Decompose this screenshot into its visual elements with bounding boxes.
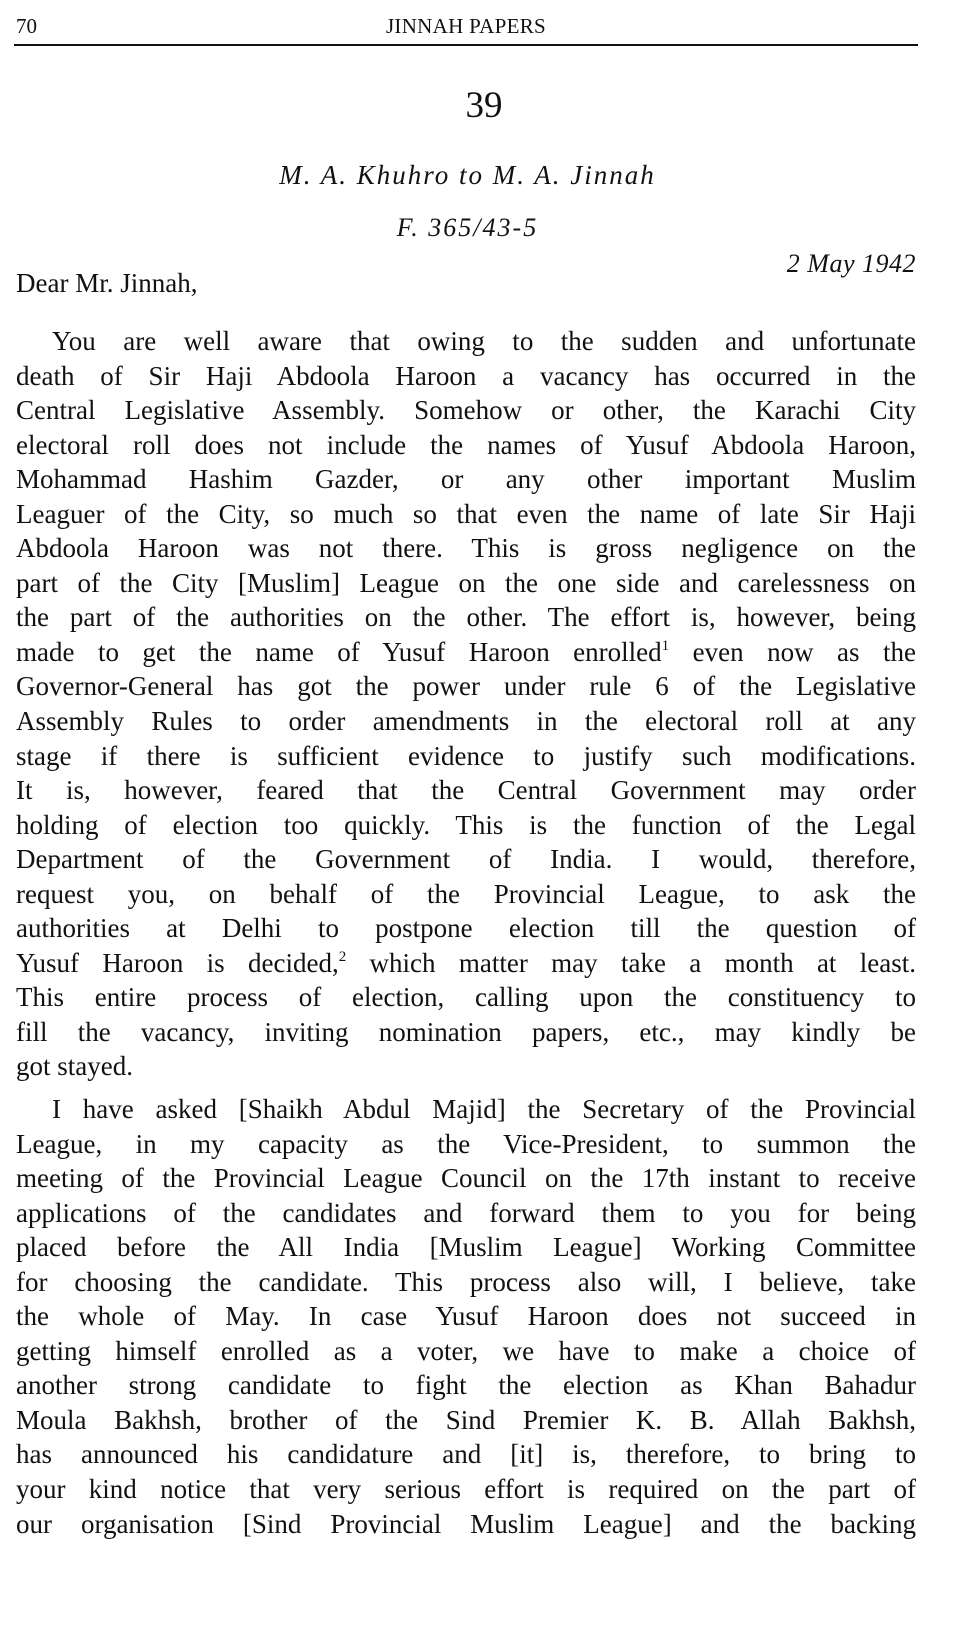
text-line: the whole of May. In case Yusuf Haroon does not succeed in	[16, 1301, 916, 1332]
text-line	[16, 946, 916, 981]
text-line: your kind notice that very serious effort is required on the part of	[16, 1474, 916, 1505]
text-line: Assembly Rules to order amendments in the electoral roll at any	[16, 706, 916, 737]
text-line: part of the City [Muslim] League on the one side and carelessness on	[16, 567, 916, 598]
text-line: This entire process of election, calling upon the constituency to	[16, 982, 916, 1013]
text-segment: even now as the	[669, 636, 917, 667]
text-line: Abdoola Haroon was not there. This is gross negligence on the	[16, 533, 916, 564]
text-line: Leaguer of the City, so much so that even the name of late Sir Haji	[16, 498, 916, 529]
text-line: getting himself enrolled as a voter, we have to make a choice of	[16, 1335, 916, 1366]
document-date: 2 May 1942	[786, 249, 916, 278]
salutation: Dear Mr. Jinnah,	[16, 268, 198, 298]
text-line: I have asked [Shaikh Abdul Majid] the Secretary of the Provincial	[52, 1094, 916, 1124]
page-number: 70	[16, 14, 37, 38]
text-line: placed before the All India [Muslim League] Working Committee	[16, 1232, 916, 1263]
text-line: Central Legislative Assembly. Somehow or other, the Karachi City	[16, 395, 916, 426]
text-line: electoral roll does not include the names of Yusuf Abdoola Haroon,	[16, 429, 916, 460]
text-line: our organisation [Sind Provincial Muslim League] and the backing	[16, 1508, 916, 1539]
text-line: got stayed.	[16, 1051, 133, 1082]
header-rule	[14, 44, 918, 46]
text-line: the part of the authorities on the other. The effort is, however, being	[16, 602, 916, 633]
body-paragraph-2	[16, 1092, 916, 1541]
text-line: has announced his candidature and [it] is, therefore, to bring to	[16, 1439, 916, 1470]
page-header	[16, 10, 916, 46]
text-line: holding of election too quickly. This is the function of the Legal	[16, 809, 916, 840]
text-line	[16, 635, 916, 670]
text-line: authorities at Delhi to postpone election till the question of	[16, 913, 916, 944]
text-line: stage if there is sufficient evidence to justify such modifications.	[16, 740, 916, 771]
body-paragraph-1	[16, 324, 916, 1084]
text-line: Governor-General has got the power under rule 6 of the Legislative	[16, 671, 916, 702]
document-number: 39	[465, 85, 503, 126]
text-line: It is, however, feared that the Central Government may order	[16, 775, 916, 806]
text-line: for choosing the candidate. This process also will, I believe, take	[16, 1266, 916, 1297]
text-line: Moula Bakhsh, brother of the Sind Premier K. B. Allah Bakhsh,	[16, 1404, 916, 1435]
document-reference: F. 365/43-5	[396, 213, 539, 242]
text-segment: which matter may take a month at least.	[346, 947, 916, 978]
running-head: JINNAH PAPERS	[385, 14, 547, 38]
text-line: Department of the Government of India. I would, therefore,	[16, 844, 916, 875]
text-line: another strong candidate to fight the election as Khan Bahadur	[16, 1370, 916, 1401]
footnote-marker-2: 2	[338, 948, 347, 965]
text-line: You are well aware that owing to the sudden and unfortunate	[52, 326, 916, 356]
footnote-marker-1: 1	[661, 637, 670, 654]
text-segment: made to get the name of Yusuf Haroon enrolled	[16, 636, 662, 667]
text-line: applications of the candidates and forward them to you for being	[16, 1197, 916, 1228]
text-line: death of Sir Haji Abdoola Haroon a vacancy has occurred in the	[16, 360, 916, 391]
document-title: M. A. Khuhro to M. A. Jinnah	[279, 160, 656, 190]
text-line: League, in my capacity as the Vice-President, to summon the	[16, 1128, 916, 1159]
text-segment: Yusuf Haroon is decided,	[16, 947, 339, 978]
text-line: Mohammad Hashim Gazder, or any other important Muslim	[16, 464, 916, 495]
text-line: fill the vacancy, inviting nomination papers, etc., may kindly be	[16, 1016, 916, 1047]
text-line: request you, on behalf of the Provincial League, to ask the	[16, 878, 916, 909]
text-line: meeting of the Provincial League Council on the 17th instant to receive	[16, 1163, 916, 1194]
